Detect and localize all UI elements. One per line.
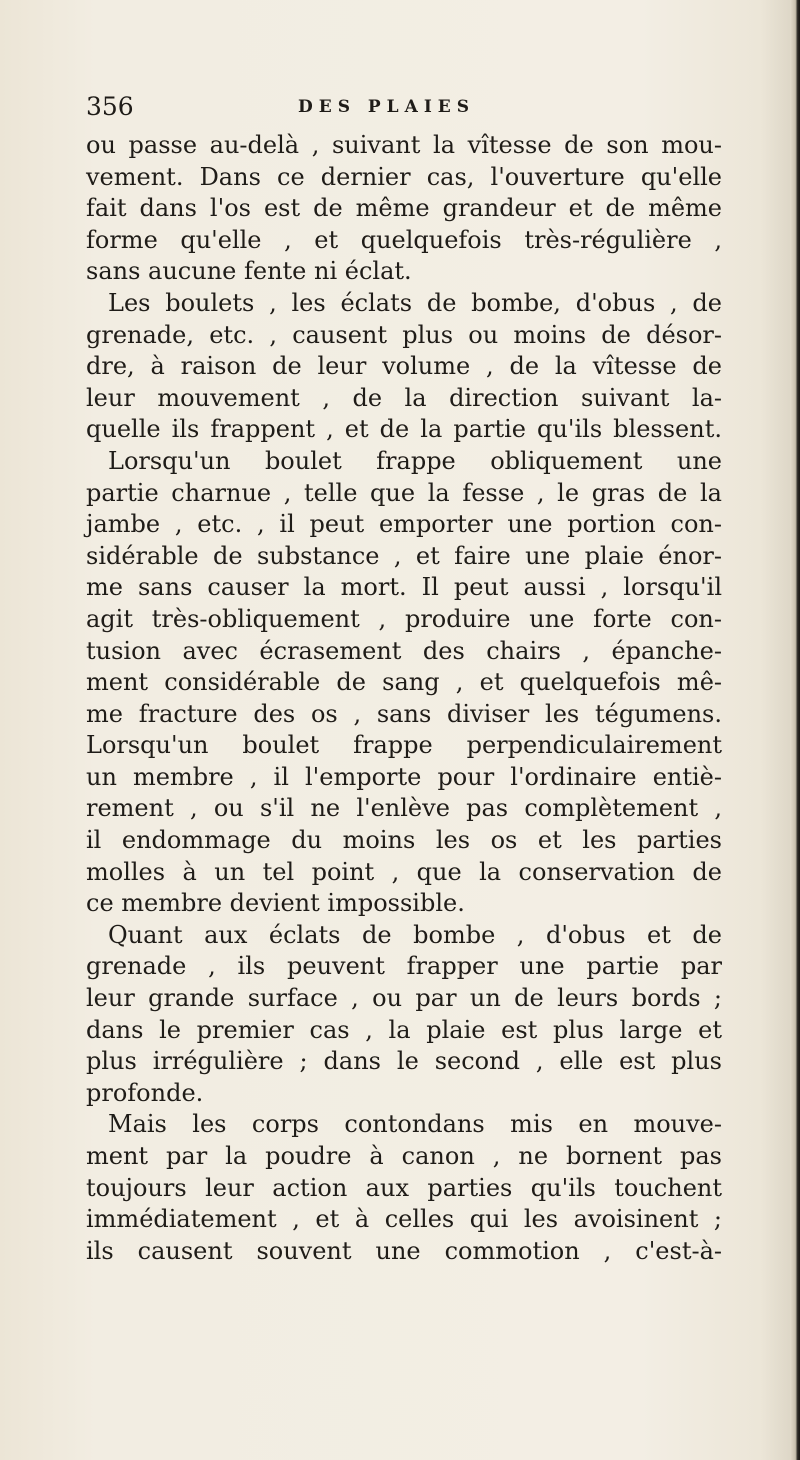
text-line: forme qu'elle , et quelquefois très-régulière , bbox=[86, 225, 722, 254]
text-line: jambe , etc. , il peut emporter une portion con- bbox=[86, 510, 722, 539]
running-head: DES PLAIES bbox=[298, 97, 476, 117]
text-line: sans aucune fente ni éclat. bbox=[86, 257, 412, 286]
text-line: tusion avec écrasement des chairs , épanche- bbox=[86, 636, 722, 665]
text-line: un membre , il l'emporte pour l'ordinaire entiè- bbox=[86, 762, 722, 791]
text-line: vement. Dans ce dernier cas, l'ouverture qu'elle bbox=[86, 162, 722, 191]
text-line: immédiatement , et à celles qui les avoisinent ; bbox=[86, 1205, 722, 1234]
text-line: dans le premier cas , la plaie est plus large et bbox=[86, 1015, 722, 1044]
text-line: ment par la poudre à canon , ne bornent pas bbox=[86, 1142, 722, 1170]
text-line: quelle ils frappent , et de la partie qu'ils blessent. bbox=[86, 415, 722, 444]
text-line: me fracture des os , sans diviser les tégumens. bbox=[86, 699, 722, 728]
text-line: Mais les corps contondans mis en mouve- bbox=[108, 1110, 722, 1139]
text-line: ou passe au-delà , suivant la vîtesse de son mou- bbox=[86, 131, 722, 159]
text-line: ils causent souvent une commotion , c'est-à- bbox=[86, 1236, 722, 1265]
text-line: sidérable de substance , et faire une plaie énor- bbox=[86, 541, 722, 570]
text-line: toujours leur action aux parties qu'ils touchent bbox=[86, 1173, 722, 1202]
text-line: Lorsqu'un boulet frappe perpendiculairement bbox=[86, 731, 722, 760]
text-line: grenade, etc. , causent plus ou moins de désor- bbox=[86, 320, 722, 349]
page-number: 356 bbox=[86, 92, 134, 121]
page-header bbox=[86, 90, 716, 124]
text-line: il endommage du moins les os et les parties bbox=[86, 826, 722, 855]
text-line: fait dans l'os est de même grandeur et de même bbox=[86, 194, 722, 223]
text-line: dre, à raison de leur volume , de la vîtesse de bbox=[86, 352, 722, 381]
text-line: rement , ou s'il ne l'enlève pas complètement , bbox=[86, 794, 722, 823]
body-text bbox=[86, 130, 722, 1267]
text-line: Les boulets , les éclats de bombe, d'obus , de bbox=[108, 288, 722, 317]
text-line: leur mouvement , de la direction suivant la- bbox=[86, 383, 722, 412]
text-line: ce membre devient impossible. bbox=[86, 889, 465, 918]
text-line: agit très-obliquement , produire une forte con- bbox=[86, 604, 722, 633]
text-line: partie charnue , telle que la fesse , le gras de la bbox=[86, 478, 722, 507]
text-line: grenade , ils peuvent frapper une partie par bbox=[86, 952, 722, 981]
text-line: me sans causer la mort. Il peut aussi , lorsqu'il bbox=[86, 573, 722, 602]
text-line: Quant aux éclats de bombe , d'obus et de bbox=[108, 920, 722, 949]
page-edge bbox=[790, 0, 800, 1460]
text-line: profonde. bbox=[86, 1078, 204, 1107]
text-line: molles à un tel point , que la conservation de bbox=[86, 857, 722, 886]
text-line: ment considérable de sang , et quelquefois mê- bbox=[86, 668, 722, 697]
text-line: Lorsqu'un boulet frappe obliquement une bbox=[108, 446, 722, 475]
text-line: leur grande surface , ou par un de leurs bords ; bbox=[86, 984, 722, 1013]
text-line: plus irrégulière ; dans le second , elle est plus bbox=[86, 1047, 722, 1076]
